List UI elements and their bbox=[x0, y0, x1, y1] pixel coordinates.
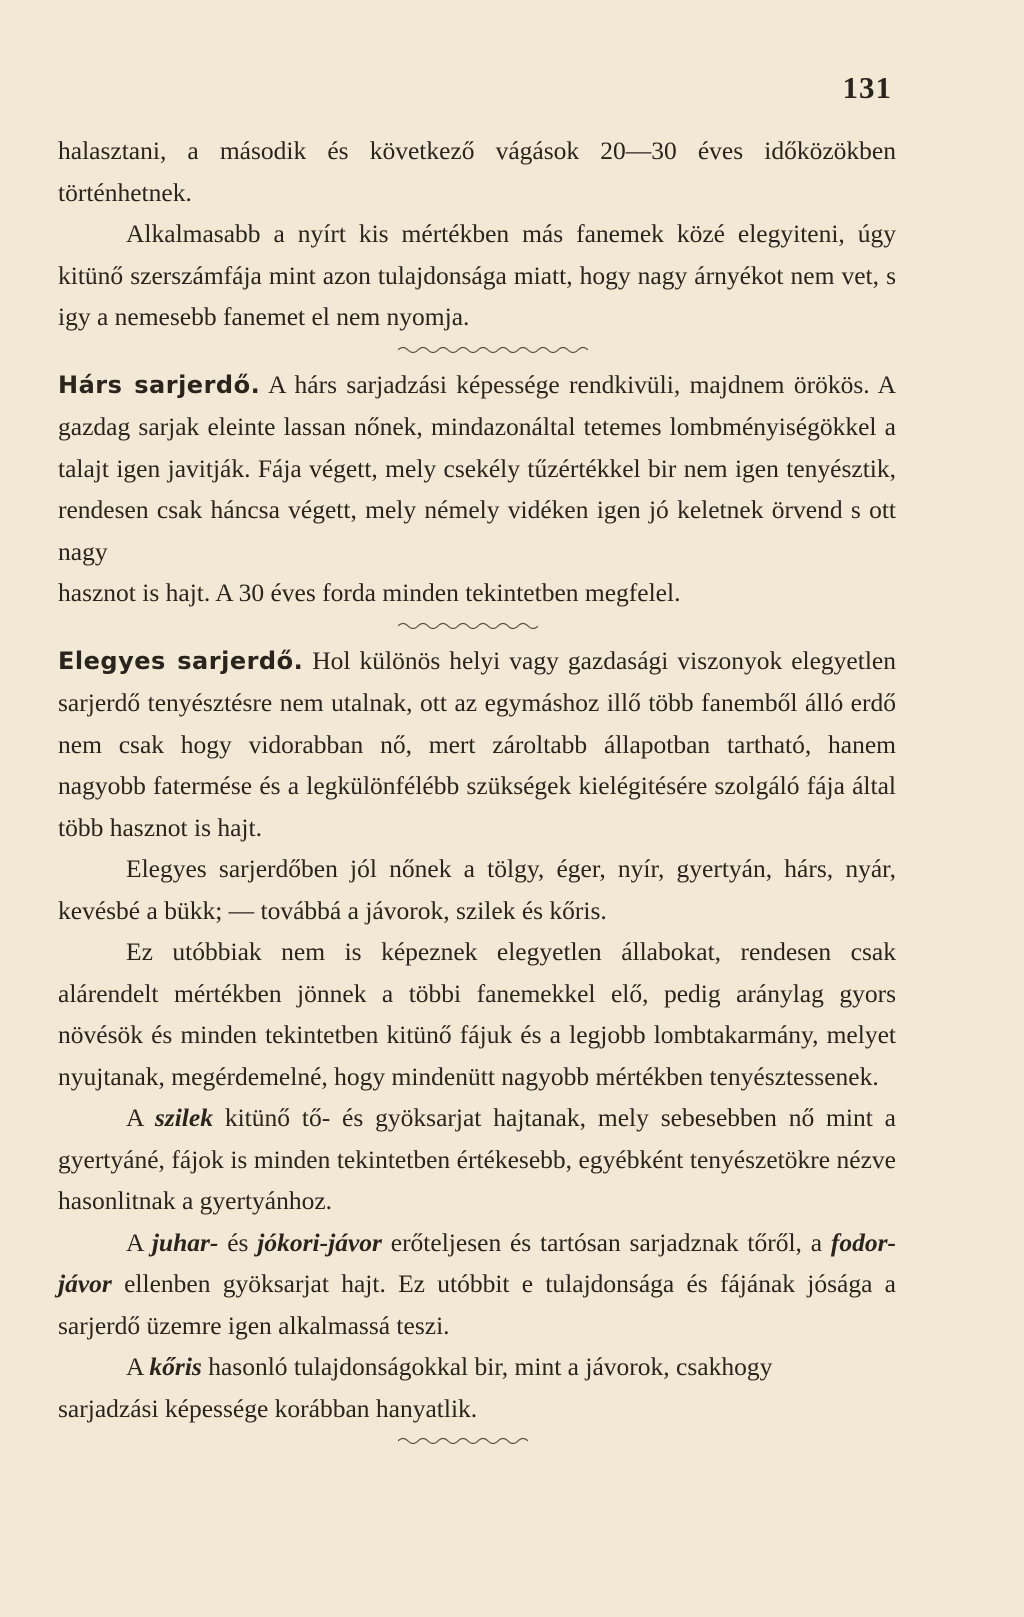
separator-ornament bbox=[58, 1432, 896, 1452]
section-heading: Hárs sarjerdő. bbox=[58, 370, 261, 399]
separator-ornament bbox=[58, 617, 896, 637]
section-heading: Elegyes sarjerdő. bbox=[58, 646, 304, 675]
wavy-rule-icon bbox=[398, 1436, 528, 1446]
paragraph-juhar: A juhar- és jókori-jávor erőteljesen és tartósan sarjadznak tőről, a fodor-jávor ellenben gyöksarjat hajt. Ez utóbbit e tulajdonsága és fájának jósága a sarjerdő üzemre igen alkalmassá teszi. bbox=[58, 1227, 896, 1340]
page-body bbox=[58, 130, 896, 1455]
paragraph-nyir: Alkalmasabb a nyírt kis mértékben más fanemek közé elegyiteni, úgy kitünő szerszámfája mint azon tulajdonsága miatt, hogy nagy árnyékot nem vet, s igy a nemesebb fanemet el nem nyomja. bbox=[58, 219, 896, 331]
paragraph-szilek: A szilek kitünő tő- és gyöksarjat hajtanak, mely sebesebben nő mint a gyertyáné, fájok is minden tekintetben értékesebb, egyébként tenyészetökre nézve hasonlitnak a gyertyánhoz. bbox=[58, 1103, 896, 1215]
wavy-rule-icon bbox=[398, 345, 588, 355]
wavy-rule-icon bbox=[398, 621, 538, 631]
paragraph-continuation: halasztani, a második és következő vágások 20—30 éves időközökben történhetnek. bbox=[58, 136, 896, 207]
paragraph-species: Elegyes sarjerdőben jól nőnek a tölgy, éger, nyír, gyertyán, hárs, nyár, kevésbé a bükk; — továbbá a jávorok, szilek és kőris. bbox=[58, 854, 896, 925]
section-hars: Hárs sarjerdő. A hárs sarjadzási képessége rendkivüli, majdnem örökös. A gazdag sarjak eleinte lassan nőnek, mindazonáltal tetemes lombményiségökkel a talajt igen javitják. Fája végett, mely csekély tűzértékkel bir nem igen tenyésztik, rendesen csak háncsa végett, mely némely vidéken igen jó keletnek örvend s ott nagy hasznot is hajt. A 30 éves forda minden tekintetben megfelel. bbox=[58, 369, 897, 607]
page-number: 131 bbox=[842, 70, 892, 105]
section-elegyes: Elegyes sarjerdő. Hol különös helyi vagy gazdasági viszonyok elegyetlen sarjerdő tenyésztésre nem utalnak, ott az egymáshoz illő több fanemből álló erdő nem csak hogy vidorabban nő, mert zároltabb állapotban tartható, hanem nagyobb fatermése és a legkülönfélébb szükségek kielégitésére szolgáló fája által több hasznot is hajt. bbox=[58, 645, 896, 842]
paragraph-others: Ez utóbbiak nem is képeznek elegyetlen állabokat, rendesen csak alárendelt mértékben jönnek a többi fanemekkel elő, pedig aránylag gyors növésök és minden tekintetben kitünő fájuk és a legjobb lombtakarmány, melyet nyujtanak, megérdemelné, hogy mindenütt nagyobb mértékben tenyésztessenek. bbox=[58, 937, 896, 1091]
paragraph-koris: A kőris hasonló tulajdonságokkal bir, mint a jávorok, csakhogy sarjadzási képessége korábban hanyatlik. bbox=[58, 1352, 773, 1423]
separator-ornament bbox=[58, 341, 896, 361]
